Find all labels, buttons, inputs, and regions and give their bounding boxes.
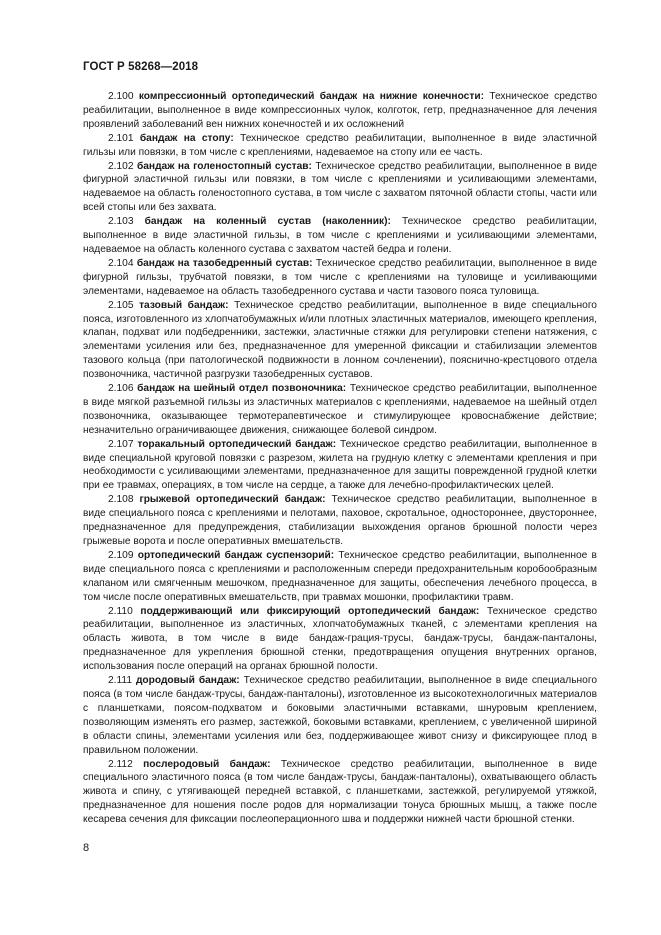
clause-number: 2.100 (108, 91, 134, 102)
defined-term: дородовый бандаж: (135, 675, 240, 687)
definition-text: Техническое средство реабилитации, выполненное в виде специального пояса (в том числе бандаж-трусы, бандаж-панталоны), изготовленное из высокотехнологичных материалов с планшетками, поясом-подхватом и боковыми эластичными вставками, шнуровым креплением, позволяющим изменять его размер, застежкой, боковыми вставками, креплением, с увеличенной шириной в области спины, элементами усиления или без, поддерживающее живот снизу и фиксирующее плод в правильном положении. (83, 675, 597, 756)
clause-number: 2.104 (108, 257, 134, 269)
clause-number: 2.103 (108, 216, 134, 228)
definition-paragraph (83, 549, 597, 605)
definition-text: Техническое средство реабилитации, выполненное в виде специального пояса, изготовленного из хлопчатобумажных и/или плотных эластичных материалов, имеющего крепления, клапан, подхват или подбедренники, застежки, эластичные стяжки для регулировки степени натяжения, с элементами усиления или без, предназначенное для умеренной фиксации и стабилизации элементов тазового кольца (при патологической подвижности в лонном сочленении), пояснично-крестцового отдела позвоночника, частичной разгрузки тазобедренных суставов. (83, 299, 597, 381)
definition-text: Техническое средство реабилитации, выполненное в виде мягкой разъемной гильзы из эластичных материалов с креплениями, надеваемое на шейный отдел позвоночника, оказывающее термотерапевтическое и стимулирующее кровоснабжение действие; незначительно ограничивающее движения, снижающее болевой синдром. (83, 383, 597, 436)
clause-number: 2.101 (108, 132, 134, 144)
definition-text: Техническое средство реабилитации, выполненное в виде специального пояса с креплениями и расположенным спереди предохранительным коробообразным клапаном или смягченным мешочком, предназначенное для защиты, обеспечения лечебного процесса, в том числе после оперативных вмешательств, при травмах мошонки, профилактики травм. (83, 549, 597, 603)
defined-term: ортопедический бандаж суспензорий: (137, 549, 335, 561)
definition-text: Техническое средство реабилитации, выполненное в виде компрессионных чулок, колготок, гетр, предназначенное для лечения проявлений заболеваний вен нижних конечностей и их осложнений (83, 91, 597, 130)
definition-paragraph (83, 160, 597, 216)
defined-term: бандаж на шейный отдел позвоночника: (137, 383, 347, 395)
defined-term: бандаж на тазобедренный сустав: (136, 257, 313, 269)
definition-text: Техническое средство реабилитации, выполненное в виде эластичной гильзы, в том числе с креплениями и усиливающими элементами, надеваемое на область коленного сустава с захватом частей бедра и голени. (83, 216, 597, 255)
defined-term: поддерживающий или фиксирующий ортопедический бандаж: (140, 605, 480, 617)
definition-paragraph (83, 758, 597, 828)
definition-text: Техническое средство реабилитации, выполненное в виде специального пояса с креплениями и пелотами, паховое, скротальное, одностороннее, двустороннее, предназначенное для предупреждения, стабилизации выхождения органов брюшной полости через грыжевые ворота и после оперативных вмешательств. (83, 494, 597, 547)
clause-number: 2.108 (108, 494, 134, 506)
page-number: 8 (83, 842, 90, 854)
clause-number: 2.111 (108, 675, 132, 687)
clause-number: 2.105 (108, 299, 134, 311)
definition-paragraph (83, 605, 597, 675)
definition-paragraph (83, 674, 597, 757)
defined-term: торакальный ортопедический бандаж: (137, 438, 337, 450)
definition-paragraph (83, 90, 597, 132)
definition-paragraph (83, 382, 597, 438)
definition-text: Техническое средство реабилитации, выполненное в виде фигурной гильзы, трубчатой повязки, в том числе с креплениями на туловище и усиливающими элементами, надеваемое на область тазобедренного сустава и части тазового пояса туловища. (83, 257, 597, 297)
definition-paragraph (83, 438, 597, 494)
defined-term: компрессионный ортопедический бандаж на нижние конечности: (138, 91, 484, 102)
definition-text: Техническое средство реабилитации, выполненное в виде специальной круговой повязки с разрезом, жилета на грудную клетку с элементами крепления и при необходимости с усиливающими элементами, предназначенное для защиты поврежденной грудной клетки при ее травмах, операциях, в том числе на сердце, а также для лечебно-профилактических целей. (83, 438, 597, 492)
definition-paragraph (83, 257, 597, 299)
clause-number: 2.112 (108, 758, 133, 770)
defined-term: послеродовый бандаж: (143, 758, 271, 770)
definition-text: Техническое средство реабилитации, выполненное в виде эластичной гильзы или повязки, в том числе с креплениями, надеваемое на стопу или ее часть. (83, 132, 597, 158)
clause-number: 2.110 (108, 605, 133, 617)
clause-number: 2.102 (108, 160, 134, 172)
clause-number: 2.107 (108, 438, 134, 450)
definition-paragraph (83, 132, 597, 160)
page-header-title: ГОСТ Р 58268—2018 (83, 61, 199, 73)
defined-term: грыжевой ортопедический бандаж: (139, 494, 326, 506)
definition-paragraph (83, 493, 597, 549)
definition-text: Техническое средство реабилитации, выполненное в виде фигурной эластичной гильзы или повязки, в том числе с креплениями и усиливающими элементами, надеваемое на область голеностопного сустава, в том числе с захватом пяточной области стопы, части или всей стопы или без захвата. (83, 160, 597, 214)
clause-number: 2.106 (108, 383, 134, 395)
definition-text: Техническое средство реабилитации, выполненное в виде специального эластичного пояса (в том числе бандаж-трусы, бандаж-панталоны), охватывающего область живота и спину, с утягивающей передней вставкой, с планшетками, застежкой, регулируемой утяжкой, предназначенное для ношения после родов для нормализации тонуса брюшных мышц, а также после кесарева сечения для фиксации послеоперационного шва и поддержки нижней части брюшной стенки. (83, 758, 597, 826)
defined-term: бандаж на коленный сустав (наколенник): (144, 216, 391, 228)
document-body (83, 90, 597, 827)
defined-term: тазовый бандаж: (139, 299, 229, 311)
defined-term: бандаж на голеностопный сустав: (136, 160, 312, 172)
defined-term: бандаж на стопу: (139, 132, 234, 144)
definition-text: Техническое средство реабилитации, выполненное из эластичных, хлопчатобумажных тканей, с элементами крепления на область живота, в том числе в виде бандаж-грация-трусы, бандаж-трусы, бандаж-панталоны, предназначенное для укрепления брюшной стенки, предотвращения опущения внутренних органов, использования после операций на органах брюшной полости. (83, 605, 597, 673)
definition-paragraph (83, 299, 597, 382)
clause-number: 2.109 (108, 549, 134, 561)
definition-paragraph (83, 215, 597, 257)
